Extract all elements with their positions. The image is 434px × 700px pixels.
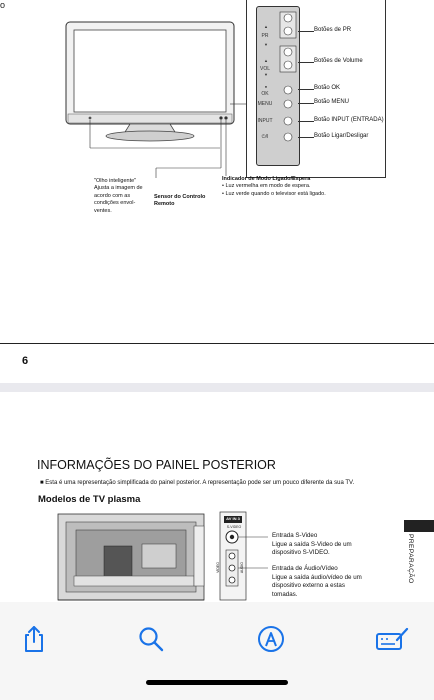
leader-line — [298, 31, 314, 32]
annotate-icon — [375, 626, 409, 652]
section-note-text: Esta é uma representação simplificada do painel posterior. A representação pode ser um pouco diferente da sua TV. — [45, 480, 355, 486]
bullet-square-icon: ■ — [40, 480, 44, 486]
subsection-title: Modelos de TV plasma — [38, 494, 141, 505]
side-tab-marker — [404, 520, 434, 532]
share-button[interactable] — [17, 622, 51, 656]
page-number: 6 — [22, 355, 29, 367]
connection-s-video-title: Entrada S-Video — [272, 532, 318, 539]
bottom-toolbar — [0, 602, 434, 700]
label-input-button: Botão INPUT (ENTRADA) — [314, 117, 384, 123]
side-tab-label: PREPARAÇÃO — [407, 534, 414, 584]
smart-eye-caption — [94, 178, 148, 215]
page-rule — [0, 343, 434, 344]
jack-label-s-video: S-VIDEO — [226, 525, 242, 529]
tv-front-illustration — [60, 0, 250, 180]
svg-text:●: ● — [264, 84, 268, 89]
power-indicator-line-green: • Luz verde quando o televisor está ligado. — [222, 190, 326, 197]
leader-line — [298, 103, 314, 104]
power-indicator-line-red: • Luz vermelha em modo de espera. — [222, 183, 311, 190]
search-icon — [138, 626, 164, 652]
panel-label-input: INPUT — [257, 118, 273, 124]
connection-av-input-body: Ligue a saída áudio/vídeo de um dispositivo externo a estas tomadas. — [272, 573, 362, 599]
power-indicator-title: Indicador de Modo Ligado/Espera — [222, 176, 311, 182]
panel-label-ok: OK — [261, 91, 269, 97]
leader-line — [298, 121, 314, 122]
control-buttons-graphic — [256, 6, 300, 166]
svg-text:▲: ▲ — [264, 24, 268, 29]
smart-eye-title: "Olho inteligente" — [94, 178, 137, 184]
connection-s-video — [272, 532, 372, 558]
tv-rear-illustration — [56, 510, 206, 602]
leader-line — [298, 62, 314, 63]
remote-sensor-caption: Sensor do Controlo Remoto — [154, 194, 206, 208]
connection-av-input-title: Entrada de Áudio/Vídeo — [272, 565, 338, 572]
jack-label-audio: AUDIO — [240, 562, 244, 574]
annotate-button[interactable] — [375, 622, 409, 656]
jack-label-video: VIDEO — [216, 562, 220, 573]
leader-line — [298, 137, 314, 138]
section-note — [40, 480, 354, 486]
connection-av-input — [272, 565, 372, 600]
label-ok-button: Botão OK — [314, 85, 341, 91]
home-indicator[interactable] — [146, 680, 288, 685]
markup-icon — [257, 625, 285, 653]
svg-text:▼: ▼ — [264, 72, 268, 77]
panel-label-power: ⏻/I — [261, 134, 269, 140]
panel-label-menu: MENU — [257, 101, 273, 107]
search-button[interactable] — [134, 622, 168, 656]
manual-page-7 — [0, 392, 434, 602]
label-menu-button: Botão MENU — [314, 99, 350, 105]
svg-text:▲: ▲ — [264, 58, 268, 63]
label-volume-buttons: Botões de Volume — [314, 58, 363, 64]
svg-text:▼: ▼ — [264, 42, 268, 47]
label-power-button: Botão Ligar/Desligar — [314, 133, 369, 139]
markup-button[interactable] — [254, 622, 288, 656]
panel-label-vol: VOL — [259, 66, 270, 72]
connection-s-video-body: Ligue a saída S-Video de um dispositivo S-VIDEO. — [272, 540, 352, 557]
power-indicator-caption — [222, 176, 372, 198]
av-jack-panel — [218, 510, 268, 602]
smart-eye-body: Ajusta a imagem de acordo com as condições envol- ventes. — [94, 185, 143, 214]
jack-label-av-in-3: AV IN 3 — [226, 516, 240, 521]
leader-line — [298, 89, 314, 90]
panel-label-pr: PR — [261, 33, 269, 39]
section-title: INFORMAÇÕES DO PAINEL POSTERIOR — [37, 458, 276, 472]
edge-label: o — [0, 0, 6, 10]
share-icon — [22, 625, 46, 653]
label-pr-buttons: Botões de PR — [314, 27, 352, 33]
